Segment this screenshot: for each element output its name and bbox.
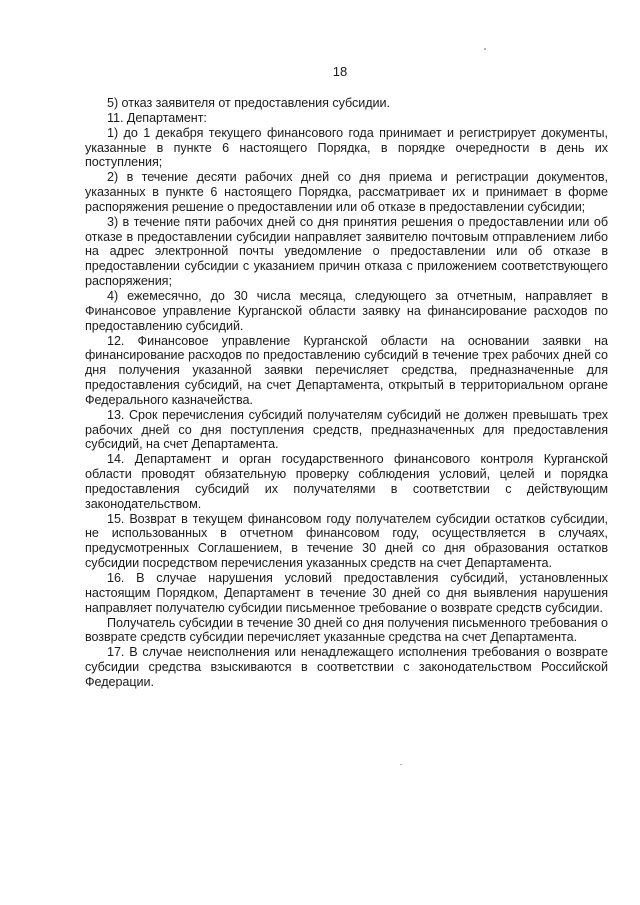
- scan-speck: [400, 764, 402, 765]
- paragraph-11-item-3: 3) в течение пяти рабочих дней со дня принятия решения о предоставлении или об отказе в предоставлении субсидии направляет заявителю почтовым отправлением либо на адрес электронной почты уведомление о предоставлении или об отказе в предоставлении субсидии с указанием причин отказа с приложением соответствующего распоряжения;: [85, 214, 608, 289]
- paragraph-14: 14. Департамент и орган государственного финансового контроля Курганской области проводят обязательную проверку соблюдения условий, целей и порядка предоставления субсидий их получателями в соответствии с действующим законодательством.: [85, 452, 608, 511]
- paragraph-11-item-1: 1) до 1 декабря текущего финансового года принимает и регистрирует документы, указанные в пункте 6 настоящего Порядка, в порядке очередности в день их поступления;: [85, 125, 608, 170]
- scan-speck: [484, 48, 486, 50]
- paragraph-11: 11. Департамент:: [107, 110, 207, 125]
- document-body: [85, 96, 608, 690]
- paragraph-16-continued: Получатель субсидии в течение 30 дней со дня получения письменного требования о возврате средств субсидии перечисляет указанные средства на счет Департамента.: [85, 615, 608, 645]
- paragraph-11-item-2: 2) в течение десяти рабочих дней со дня приема и регистрации документов, указанных в пункте 6 настоящего Порядка, рассматривает их и принимает в форме распоряжения решение о предоставлении или об отказе в предоставлении субсидии;: [85, 170, 608, 214]
- paragraph-16: 16. В случае нарушения условий предоставления субсидий, установленных настоящим Порядком, Департамент в течение 30 дней со дня выявления нарушения направляет получателю субсидии письменное требование о возврате средств субсидии.: [85, 571, 608, 615]
- paragraph-11-item-4: 4) ежемесячно, до 30 числа месяца, следующего за отчетным, направляет в Финансовое управление Курганской области заявку на финансирование расходов по предоставлению субсидий.: [85, 288, 608, 333]
- paragraph-12: 12. Финансовое управление Курганской области на основании заявки на финансирование расходов по предоставлению субсидий в течение трех рабочих дней со дня получения указанной заявки перечисляет средства, предназначенные для предоставления субсидий, на счет Департамента, открытый в территориальном органе Федерального казначейства.: [85, 333, 608, 407]
- paragraph-item-5: 5) отказ заявителя от предоставления субсидии.: [107, 96, 390, 110]
- paragraph-17: 17. В случае неисполнения или ненадлежащего исполнения требования о возврате субсидии средства взыскиваются в соответствии с законодательством Российской Федерации.: [85, 645, 608, 689]
- paragraph-15: 15. Возврат в текущем финансовом году получателем субсидии остатков субсидии, не использованных в отчетном финансовом году, осуществляется в случаях, предусмотренных Соглашением, в течение 30 дней со дня образования остатков субсидии посредством перечисления указанных средств на счет Департамента.: [85, 511, 608, 571]
- paragraph-13: 13. Срок перечисления субсидий получателям субсидий не должен превышать трех рабочих дней со дня поступления средств, предназначенных для предоставления субсидий, на счет Департамента.: [85, 407, 608, 452]
- page-number: 18: [332, 64, 348, 79]
